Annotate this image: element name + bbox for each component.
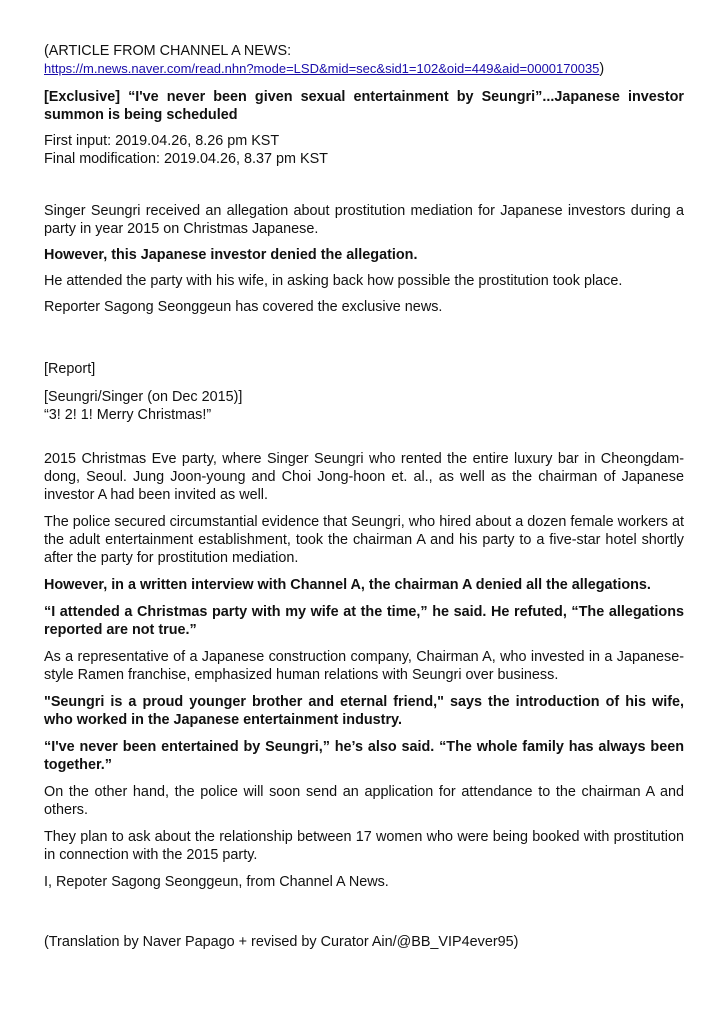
intro-paragraph-2: However, this Japanese investor denied the allegation. xyxy=(44,247,418,263)
source-label: (ARTICLE FROM CHANNEL A NEWS: xyxy=(44,43,292,59)
source-close: ) xyxy=(599,61,605,77)
source-link[interactable]: https://m.news.naver.com/read.nhn?mode=LSD&mid=sec&sid1=102&oid=449&aid=0000170035 xyxy=(44,61,600,76)
report-paragraph-1: 2015 Christmas Eve party, where Singer Seungri who rented the entire luxury bar in Cheongdam-dong, Seoul. Jung Joon-young and Choi Jong-hoon et. al., as well as the chairman of Japanese investor A had been invited as well. xyxy=(44,451,684,503)
report-label: [Report] xyxy=(44,361,96,377)
report-paragraph-10: I, Repoter Sagong Seonggeun, from Channel A News. xyxy=(44,874,389,890)
report-paragraph-4: “I attended a Christmas party with my wife at the time,” he said. He refuted, “The allegations reported are not true.” xyxy=(44,604,684,638)
headline: [Exclusive] “I've never been given sexual entertainment by Seungri”...Japanese investor summon is being scheduled xyxy=(44,89,684,123)
source-line xyxy=(44,42,684,60)
source-url-line xyxy=(44,60,684,78)
intro-paragraph-4: Reporter Sagong Seonggeun has covered the exclusive news. xyxy=(44,299,443,315)
report-paragraph-2: The police secured circumstantial evidence that Seungri, who hired about a dozen female workers at the adult entertainment establishment, took the chairman A and his party to a five-star hotel shortly after the party for prostitution mediation. xyxy=(44,514,684,566)
first-input-timestamp: First input: 2019.04.26, 8.26 pm KST xyxy=(44,133,280,149)
translation-credit: (Translation by Naver Papago + revised by Curator Ain/@BB_VIP4ever95) xyxy=(44,934,519,950)
quote-text: “3! 2! 1! Merry Christmas!” xyxy=(44,407,212,423)
quote-speaker: [Seungri/Singer (on Dec 2015)] xyxy=(44,389,243,405)
intro-paragraph-3: He attended the party with his wife, in asking back how possible the prostitution took place. xyxy=(44,273,623,289)
report-paragraph-5: As a representative of a Japanese construction company, Chairman A, who invested in a Japanese-style Ramen franchise, emphasized human relations with Seungri over business. xyxy=(44,649,684,683)
report-paragraph-9: They plan to ask about the relationship between 17 women who were being booked with prostitution in connection with the 2015 party. xyxy=(44,829,684,863)
final-modification-timestamp: Final modification: 2019.04.26, 8.37 pm KST xyxy=(44,151,328,167)
report-paragraph-7: “I've never been entertained by Seungri,” he’s also said. “The whole family has always been together.” xyxy=(44,739,684,773)
report-paragraph-8: On the other hand, the police will soon send an application for attendance to the chairman A and others. xyxy=(44,784,684,818)
report-paragraph-6: "Seungri is a proud younger brother and eternal friend," says the introduction of his wife, who worked in the Japanese entertainment industry. xyxy=(44,694,684,728)
intro-paragraph-1: Singer Seungri received an allegation about prostitution mediation for Japanese investors during a party in year 2015 on Christmas Japanese. xyxy=(44,203,684,237)
report-paragraph-3: However, in a written interview with Channel A, the chairman A denied all the allegations. xyxy=(44,577,651,593)
